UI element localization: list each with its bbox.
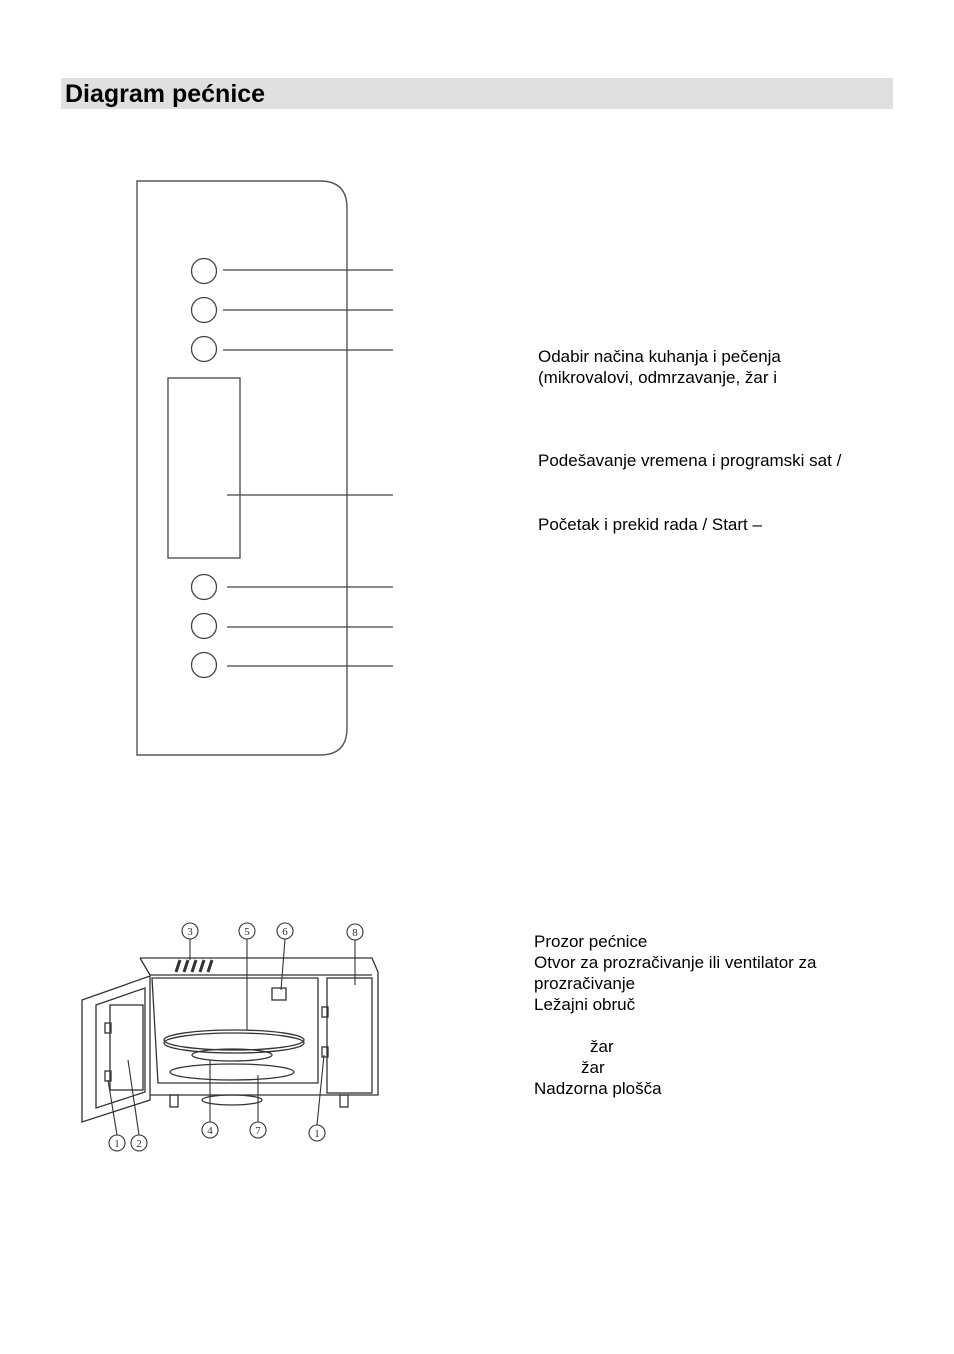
- callout-number: 7: [255, 1125, 261, 1137]
- panel-button-4: [192, 575, 217, 600]
- panel-label-start: Početak i prekid rada / Start –: [538, 515, 762, 534]
- oven-drawing: [82, 958, 378, 1122]
- panel-leader-lines: [223, 270, 393, 666]
- panel-label-time: Podešavanje vremena i programski sat /: [538, 451, 842, 470]
- part-label-vent-cont: prozračivanje: [534, 974, 636, 993]
- door-window: [110, 1005, 143, 1090]
- page-title: Diagram pećnice: [65, 80, 266, 108]
- oven-feet: [202, 1095, 262, 1105]
- callout-number: 8: [352, 927, 358, 939]
- callout-number: 5: [244, 926, 250, 938]
- panel-label-mode: Odabir načina kuhanja i pečenja: [538, 347, 781, 366]
- vent-grille: [176, 960, 212, 972]
- oven-control-strip: [327, 978, 372, 1093]
- callout-number: 4: [207, 1125, 213, 1137]
- part-label-roller-ring: Ležajni obruč: [534, 995, 636, 1014]
- panel-button-5: [192, 614, 217, 639]
- callout-number: 3: [187, 926, 193, 938]
- part-label-window: Prozor pećnice: [534, 932, 648, 951]
- callout-numbers: [114, 926, 358, 1150]
- part-label-control-panel: Nadzorna plošča: [534, 1079, 662, 1098]
- callout-number: 2: [136, 1138, 142, 1150]
- part-label-grill-2: žar: [581, 1058, 605, 1077]
- part-label-grill-1: žar: [590, 1037, 614, 1056]
- callout-markers: [108, 923, 363, 1151]
- roller-ring: [170, 1064, 294, 1080]
- panel-button-2: [192, 298, 217, 323]
- panel-display: [168, 378, 240, 558]
- panel-button-6: [192, 653, 217, 678]
- callout-number: 6: [282, 926, 288, 938]
- panel-button-3: [192, 337, 217, 362]
- panel-button-1: [192, 259, 217, 284]
- panel-label-mode-cont: (mikrovalovi, odmrzavanje, žar i: [538, 368, 778, 387]
- callout-number: 1: [314, 1128, 320, 1140]
- part-label-vent: Otvor za prozračivanje ili ventilator za: [534, 953, 817, 972]
- callout-number: 1: [114, 1138, 120, 1150]
- waveguide-cover: [272, 988, 286, 1000]
